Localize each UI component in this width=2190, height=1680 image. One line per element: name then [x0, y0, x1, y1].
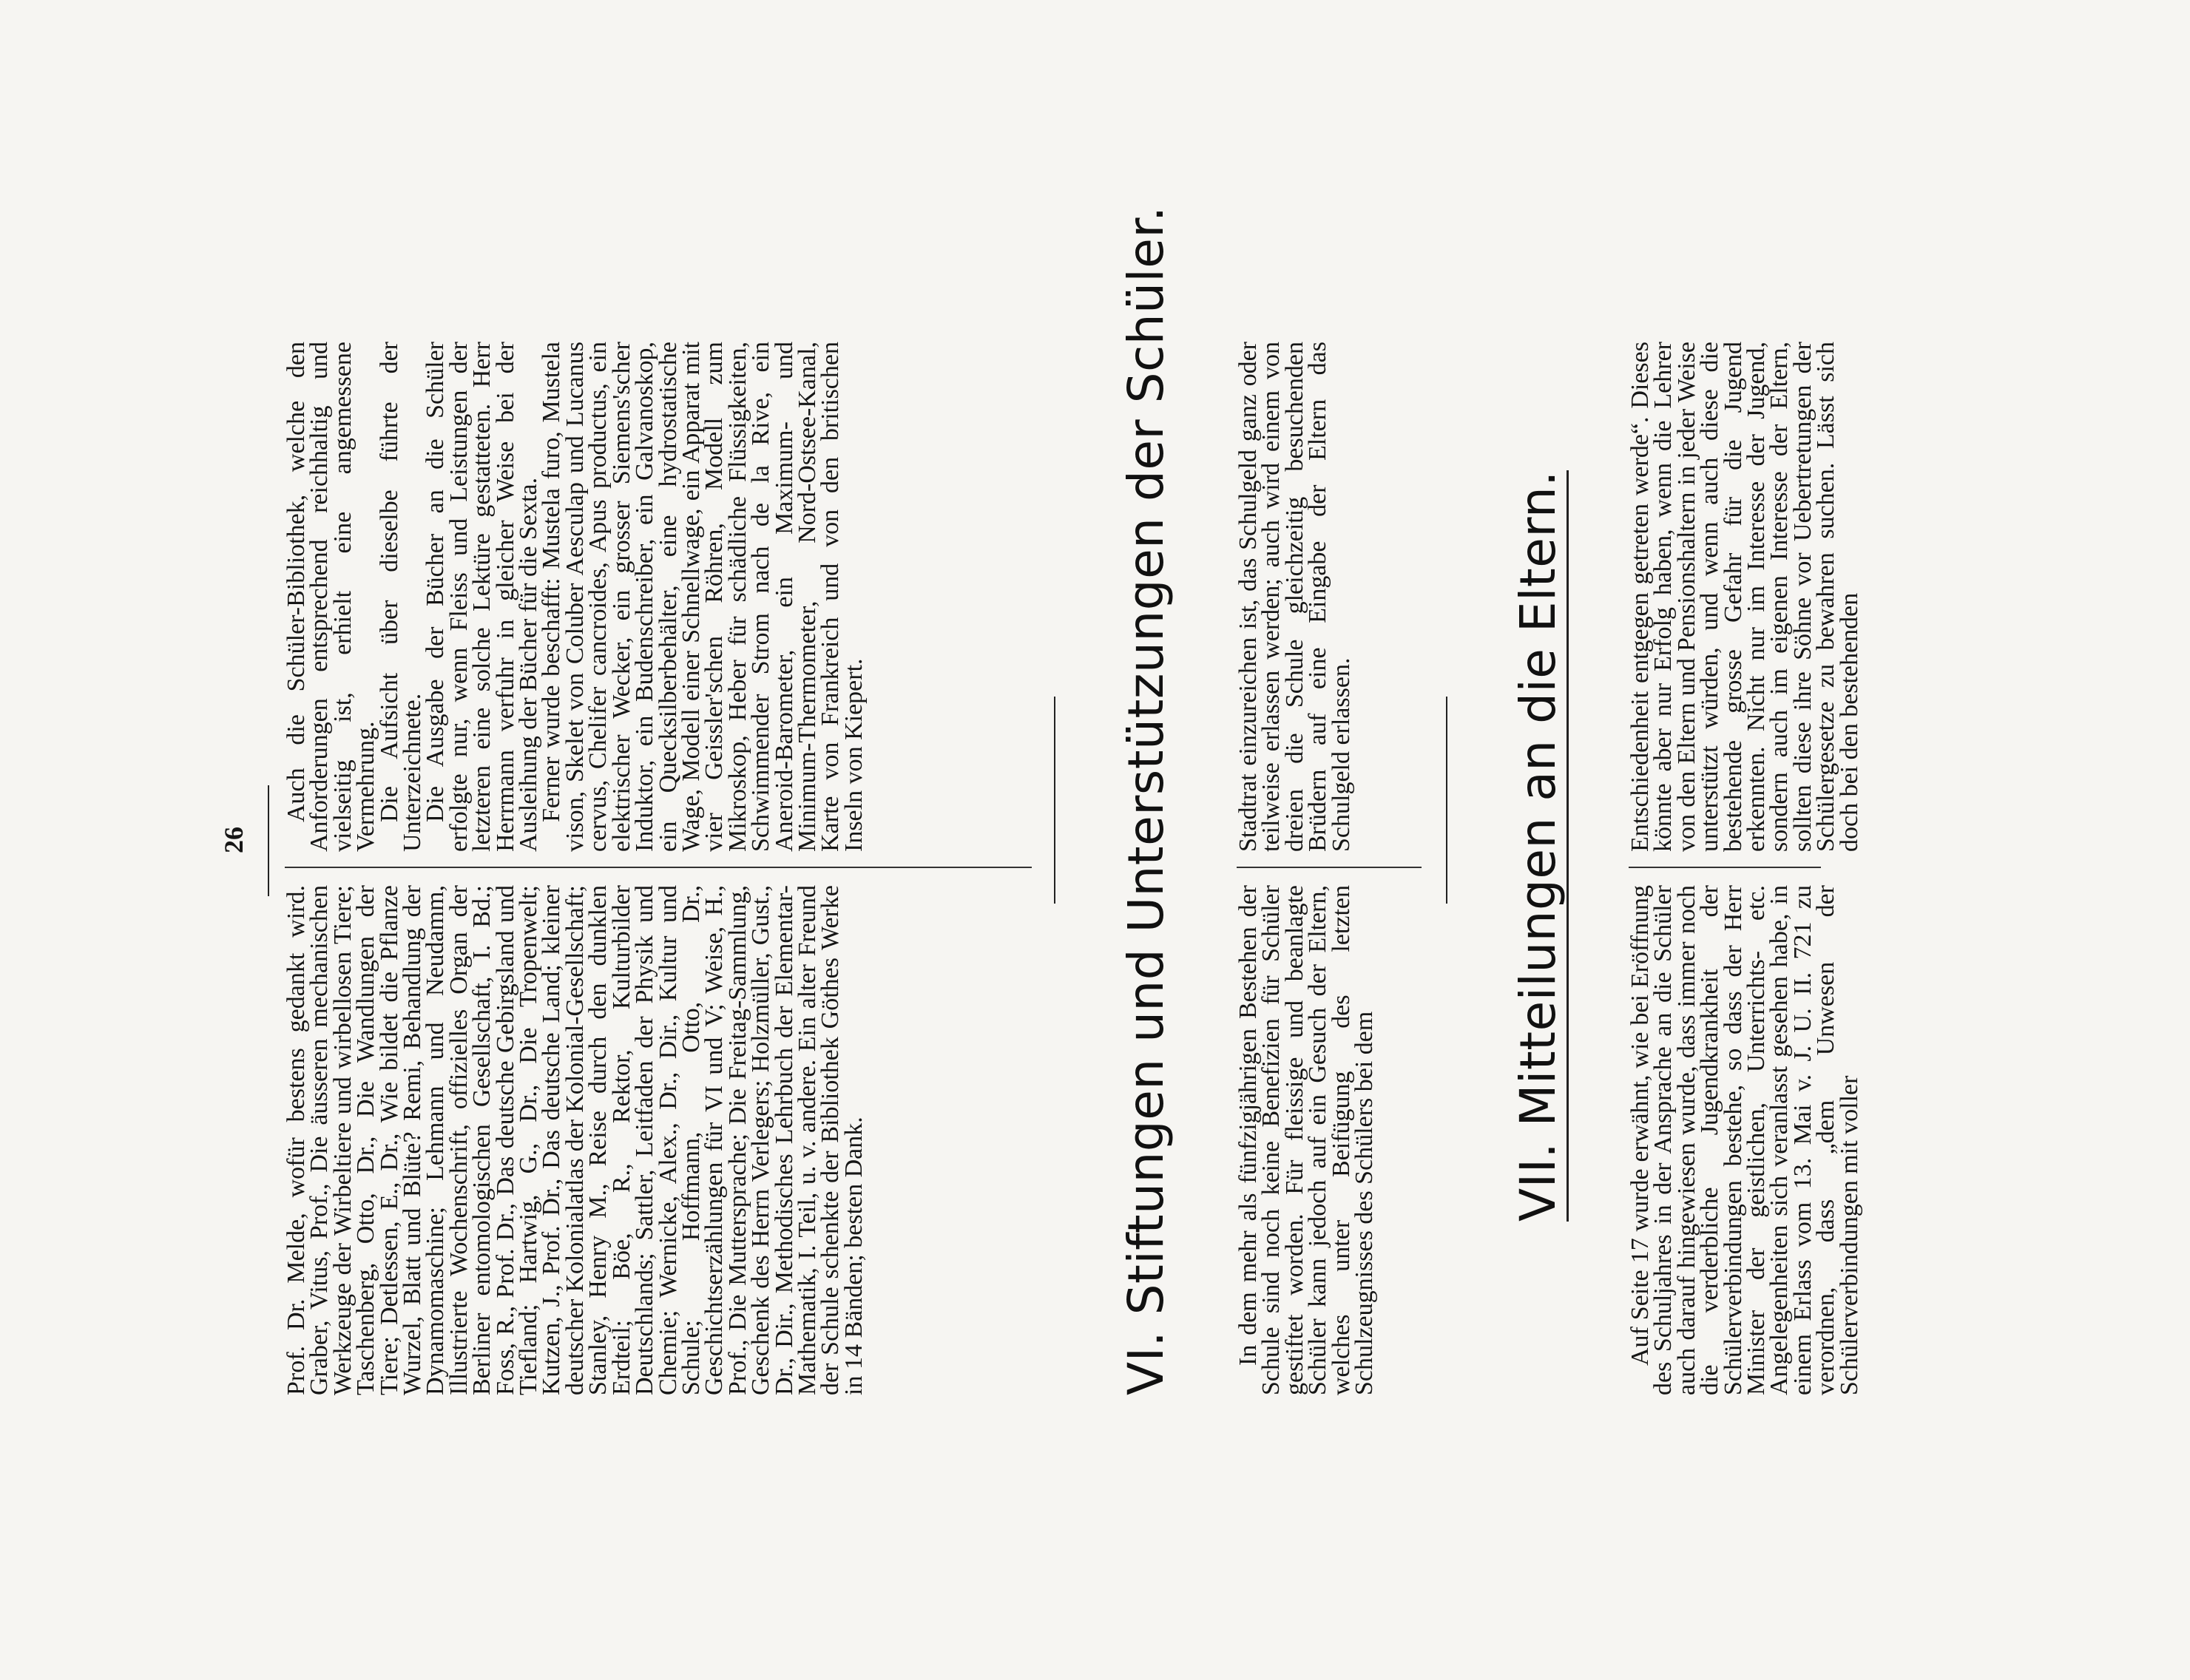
section-heading-vi: VI. Stiftungen und Unterstützungen der Schüler. — [1118, 206, 1175, 1395]
column-parents-right — [1626, 342, 1863, 852]
paragraph: In dem mehr als fünfzigjährigen Bestehen der Schule sind noch keine Benefizien für Schüler gestiftet worden. Für fleissige und beanlagte Schüler kann jedoch auf ein Gesuch der Eltern, welches unter Beifügung des letzten Schulzeugnisses des Schülers bei dem — [1234, 885, 1379, 1395]
paragraph: Auf Seite 17 wurde erwähnt, wie bei Eröffnung des Schuljahres in der Ansprache an die Schüler auch darauf hingewiesen wurde, dass immer noch die verderbliche Jugendkrankheit der Schülerverbindungen bestehe, so dass der Herr Minister der geistlichen, Unterrichts- etc. Angelegenheiten sich veranlasst gesehen habe, in einem Erlass vom 13. Mai v. J. U. II. 721 zu verordnen, dass „dem Unwesen der Schülerverbindungen mit voller — [1626, 885, 1863, 1395]
paragraph: Stadtrat einzureichen ist, das Schulgeld ganz oder teilweise erlassen werden; auch wird einem von dreien die Schule gleichzeitig besuchenden Brüdern auf eine Eingabe der Eltern das Schulgeld erlassen. — [1234, 342, 1355, 852]
paragraph: Prof. Dr. Melde, wofür bestens gedankt wird. Graber, Vitus, Prof., Die äusseren mechanischen Werkzeuge der Wirbeltiere und wirbellosen Tiere; Taschenberg, Otto, Dr., Die Wandlungen der Tiere; Detlessen, E., Dr., Wie bildet die Pflanze Wurzel, Blatt und Blüte? Remi, Behandlung der Dynamomaschine; Lehmann und Neudamm, Illustrierte Wochenschrift, offizielles Organ der Berliner entomologischen Gesellschaft, I. Bd.; Foss, R., Prof. Dr., Das deutsche Gebirgsland und Tiefland; Hartwig, G., Dr., Die Tropenwelt; Kutzen, J., Prof. Dr., Das deutsche Land; kleiner deutscher Kolonialatlas der Kolonial-Gesellschaft; Stanley, Henry M., Reise durch den dunklen Erdteil; Böe, R., Rektor, Kulturbilder Deutschlands; Sattler, Leitfaden der Physik und Chemie; Wernicke, Alex., Dr., Dir., Kultur und Schule; Hoffmann, Otto, Dr., Geschichtserzählungen für VI und V; Weise, H., Prof., Die Muttersprache; Die Freitag-Sammlung, Geschenk des Herrn Verlegers; Holzmüller, Gust., Dr., Dir., Methodisches Lehrbuch der Elementar-Mathematik, I. Teil, u. v. andere. Ein alter Freund der Schule schenkte der Bibliothek Göthes Werke in 14 Bänden; besten Dank. — [283, 885, 868, 1395]
column-divider — [1237, 867, 1422, 868]
column-divider — [1629, 867, 1821, 868]
page-number: 26 — [219, 827, 249, 853]
paragraph: Auch die Schüler-Bibliothek, welche den Anforderungen entsprechend reichhaltig und vielseitig ist, erhielt eine angemessene Vermehrung. — [283, 342, 380, 852]
paragraph: Die Ausgabe der Bücher an die Schüler erfolgte nur, wenn Fleiss und Leistungen der letzteren eine solche Lektüre gestatteten. Herr Herrmann verfuhr in gleicher Weise bei der Ausleihung der Bücher für die Sexta. — [422, 342, 543, 852]
paragraph: Ferner wurde beschafft: Mustela furo, Mustela vison, Skelet von Coluber Aesculap und Lucanus cervus, Chelifer cancroides, Apus productus, ein elektrischer Wecker, ein grosser Siemens'scher Induktor, ein Budenschreiber, ein Galvanoskop, ein Quecksilberbehälter, eine hydrostatische Wage, Modell einer Schnellwage, ein Apparat mit vier Geissler'schen Röhren, Modell zum Mikroskop, Heber für schädliche Flüssigkeiten, Schwimmender Strom nach de la Rive, ein Aneroid-Barometer, ein Maximum- und Minimum-Thermometer, Nord-Ostsee-Kanal, Karte von Frankreich und von den britischen Inseln von Kiepert. — [538, 342, 868, 852]
column-foundations-left — [1234, 885, 1422, 1395]
section-rule — [1054, 697, 1055, 904]
header-rule — [268, 785, 269, 896]
section-heading-vii — [1509, 470, 1568, 1222]
paragraph: Entschiedenheit entgegen getreten werde“. Dieses könnte aber nur Erfolg haben, wenn die Lehrer von den Eltern und Pensionshaltern in jeder Weise unterstützt würden, und wenn auch diese die bestehende grosse Gefahr für die Jugend erkennten. Nicht nur im Interesse der Jugend, sondern auch im eigenen Interesse der Eltern, sollten diese ihre Söhne vor Uebertretungen der Schülergesetze zu bewahren suchen. Lässt sich doch bei den bestehenden — [1626, 342, 1863, 852]
column-library-left — [285, 885, 1024, 1395]
column-parents-left — [1626, 885, 1863, 1395]
paragraph: Die Aufsicht über dieselbe führte der Unterzeichnete. — [375, 342, 427, 852]
section-rule — [1446, 697, 1447, 904]
column-divider — [285, 867, 1032, 868]
column-library-right — [285, 342, 1024, 852]
column-foundations-right — [1234, 342, 1422, 852]
section-heading-vii-text: VII. Mitteilungen an die Eltern. — [1510, 470, 1569, 1222]
